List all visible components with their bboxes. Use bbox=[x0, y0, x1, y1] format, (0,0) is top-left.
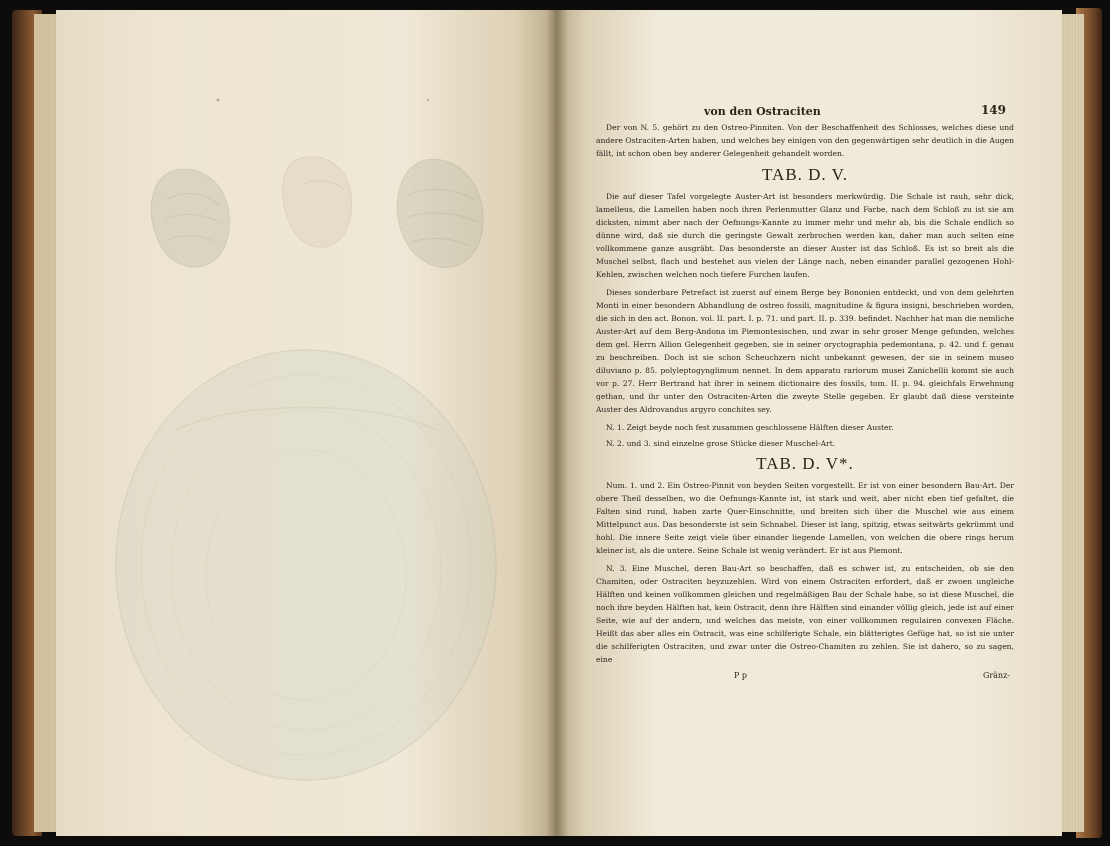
section-heading-tab-d-v: TAB. D. V. bbox=[762, 165, 848, 184]
right-page-edges bbox=[1060, 14, 1084, 832]
signature-mark: P p bbox=[734, 671, 748, 680]
tab-d-v-star-paragraph-1: Num. 1. und 2. Ein Ostreo-Pinnit von beyden Seiten vorgestellt. Er ist von einer besondern Bau-Art. Der obere Theil desselben, wo die Oefnungs-Kannte ist, ist stark und weit, aber nicht eben tief gefaltet, die Falten sind rund, haben zarte Quer-Einschnitte, und breiten sich über die Muschel wie aus einem Mittelpunct aus. Das besonderste ist sein Schnabel. Dieser ist lang, spitzig, etwas seitwärts gekrümmt und hohl. Die innere Seite zeigt viele über einander liegende Lamellen, von welchen die obere rings herum kleiner ist, als die untere. Seine Schale ist wenig verändert. Er ist aus Piemont. bbox=[596, 481, 1014, 555]
running-head bbox=[596, 103, 1014, 121]
shell-figure-3 bbox=[397, 159, 483, 267]
shell-figure-2 bbox=[283, 157, 352, 247]
right-page-text bbox=[596, 103, 1014, 683]
page-number: 149 bbox=[980, 103, 1006, 117]
section-heading-tab-d-v-star: TAB. D. V*. bbox=[756, 454, 854, 473]
tab-d-v-paragraph-2: Dieses sonderbare Petrefact ist zuerst auf einem Berge bey Bononien entdeckt, und von dem gelehrten Monti in einer besondern Abhandlung de ostreo fossili, magnitudine & figura insigni, beschrieben worden, die sich in den act. Bonon. vol. II. part. I. p. 71. und part. II. p. 339. befindet. Nachher hat man die nemliche Auster-Art auf dem Berg-Andona im Piemontesischen, und zwar in sehr groser Menge gefunden, welches dem gel. Herrn Allion Gelegenheit gegeben, sie in seiner oryctographia pedemontana, p. 42. und f. genau zu beschreiben. Doch ist sie schon Scheuchzern nicht unbekannt gewesen, der sie in seinem museo diluviano p. 85. polyleptogynglimum nennet. In dem apparatu rariorum musei Zanichellii kommt sie auch vor p. 27. Herr Bertrand hat ihrer in seinem dictionaire des fossils, tom. II. p. 94. gleichfals Erwehnung gethan, und ihr unter den Ostraciten-Arten die zweyte Stelle gegeben. Er glaubt daß diese versteinte Auster des Aldrovandus argyro conchites sey. bbox=[596, 288, 1014, 414]
tab-d-v-paragraph-1: Die auf dieser Tafel vorgelegte Auster-Art ist besonders merkwürdig. Die Schale ist rauh, sehr dick, lamelleus, die Lamellen haben noch ihren Perlenmutter Glanz und Farbe, nach dem Schloß zu ist sie am dicksten, nimmt aber nach der Oefnungs-Kannte zu immer mehr und mehr ab, bis die Schale endlich so dünne wird, daß sie durch die geringste Gewalt zerbrochen werden kan, daher man auch selten eine vollkommene ganze ausgräbt. Das besonderste an dieser Auster ist das Schloß. Es ist so breit als die Muschel selbst, flach und bestehet aus vielen der Länge nach, neben einander parallel gezogenen Hohl-Kehlen, zwischen welchen noch tiefere Furchen laufen. bbox=[596, 192, 1014, 279]
page-footer bbox=[596, 671, 1014, 683]
tab-d-v-star-paragraph-2: N. 3. Eine Muschel, deren Bau-Art so beschaffen, daß es schwer ist, zu entscheiden, ob sie den Chamiten, oder Ostraciten beyzuzehlen. Wird von einem Ostraciten erfordert, daß er zwoen ungleiche Hälften und keinen vollkommen gleichen und regelmäßigen Bau der Schale habe, so ist diese Muschel, die noch ihre beyden Hälften hat, kein Ostracit, denn ihre Hälften sind einander völlig gleich, jede ist auf einer Seite, wie auf der andern, und welches das meiste, von einer vollkommen regulairen convexen Fläche. Heißt das aber alles ein Ostracit, was eine schilferigte Schale, ein blätterigtes Gefüge hat, so ist sie unter die schilferigten Ostraciten, und zwar unter die Ostreo-Chamiten zu zehlen. Sie ist dahero, so zu sagen, eine bbox=[596, 564, 1014, 664]
catchword: Gränz- bbox=[982, 671, 1010, 680]
tab-d-v-item-2: N. 2. und 3. sind einzelne grose Stücke dieser Muschel-Art. bbox=[606, 439, 836, 448]
intro-paragraph: Der von N. 5. gehört zu den Ostreo-Pinniten. Von der Beschaffenheit des Schlosses, welches diese und andere Ostraciten-Arten haben, und welches bey einigen von den gegenwärtigen sehr deutlich in die Augen fällt, ist schon oben bey anderer Gelegenheit gehandelt worden. bbox=[596, 123, 1014, 158]
tab-d-v-item-1: N. 1. Zeigt beyde noch fest zusammen geschlossene Hälften dieser Auster. bbox=[606, 423, 894, 432]
plate-illustration bbox=[56, 10, 556, 836]
running-title: von den Ostraciten bbox=[704, 105, 821, 118]
shell-figure-1 bbox=[151, 169, 229, 267]
shell-figure-large bbox=[116, 350, 496, 780]
